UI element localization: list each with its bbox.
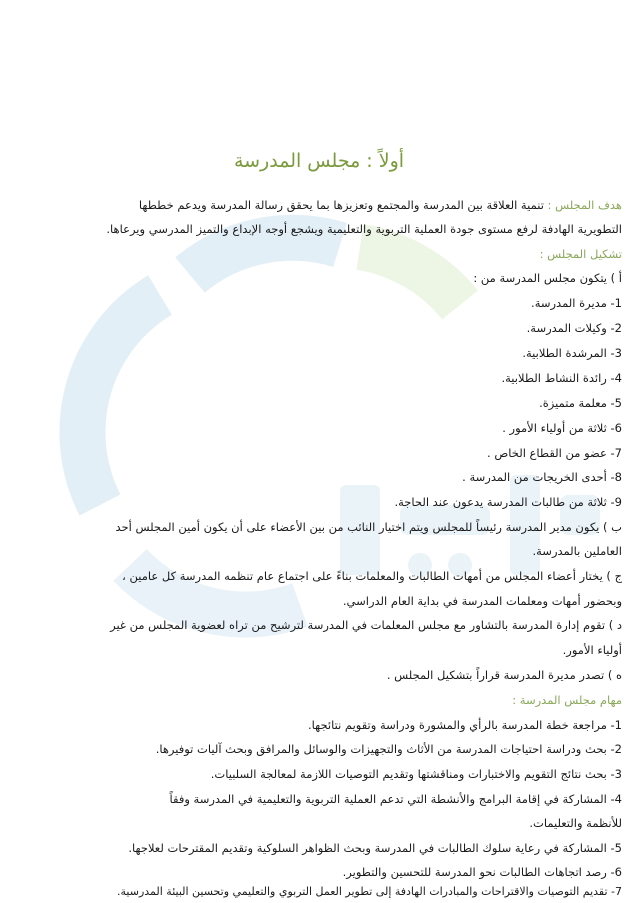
goal-line-1 xyxy=(16,197,622,213)
clause-b-line-2: العاملين بالمدرسة. xyxy=(532,544,622,558)
clause-d-line-2: أولياء الأمور. xyxy=(562,643,622,657)
formation-intro: أ ) يتكون مجلس المدرسة من : xyxy=(473,271,622,285)
member-item: 7- عضو من القطاع الخاص . xyxy=(487,446,622,460)
clause-d-line-1: د ) تقوم إدارة المدرسة بالتشاور مع مجلس المعلمات في المدرسة لترشيح من تراه لعضوية المجلس من غير xyxy=(110,618,622,632)
member-item: 1- مديرة المدرسة. xyxy=(531,296,622,310)
task-item: 4- المشاركة في إقامة البرامج والأنشطة التي تدعم العملية التربوية والتعليمية في المدرسة وفقاً xyxy=(169,792,622,806)
member-item: 8- أحدى الخريجات من المدرسة . xyxy=(462,470,622,484)
clause-e: ه ) تصدر مديرة المدرسة قراراً بتشكيل المجلس . xyxy=(386,668,622,682)
member-item: 6- ثلاثة من أولياء الأمور . xyxy=(502,421,622,435)
task-item: 1- مراجعة خطة المدرسة بالرأي والمشورة ودراسة وتقويم نتائجها. xyxy=(308,718,622,732)
task-item: 2- بحث ودراسة احتياجات المدرسة من الأثاث والتجهيزات والوسائل والمرافق وبحث آليات توفيرها. xyxy=(155,742,622,756)
formation-heading: تشكيل المجلس : xyxy=(539,247,622,261)
clause-c-line-2: وبحضور أمهات ومعلمات المدرسة في بداية العام الدراسي. xyxy=(342,594,622,608)
goal-text-1: تنمية العلاقة بين المدرسة والمجتمع وتعزيزها بما يحقق رسالة المدرسة ويدعم خططها xyxy=(138,198,548,212)
page-title: أولاً : مجلس المدرسة xyxy=(233,150,405,172)
clause-c-line-1: ج ) يختار أعضاء المجلس من أمهات الطالبات والمعلمات بناءً على اجتماع عام تنظمه المدرسة كل عامين ، xyxy=(122,569,622,583)
goal-line-2: التطويرية الهادفة لرفع مستوى جودة العملية التربوية والتعليمية ويشجع أوجه الإبداع والتميز المدرسي ويرعاها. xyxy=(106,222,622,236)
task-item: 3- بحث نتائج التقويم والاختبارات ومناقشتها وتقديم التوصيات اللازمة لمعالجة السلبيات. xyxy=(210,767,622,781)
task-item-continuation: للأنظمة والتعليمات. xyxy=(529,816,622,830)
member-item: 5- معلمة متميزة. xyxy=(539,396,622,410)
task-item: 6- رصد اتجاهات الطالبات نحو المدرسة للتحسين والتطوير. xyxy=(342,865,622,879)
member-item: 3- المرشدة الطلابية. xyxy=(522,346,622,360)
member-item: 9- ثلاثة من طالبات المدرسة يدعون عند الحاجة. xyxy=(394,495,622,509)
task-item: 5- المشاركة في رعاية سلوك الطالبات في المدرسة وبحث الظواهر السلوكية وتقديم المقترحات لعلاجها. xyxy=(128,841,622,855)
tasks-heading: مهام مجلس المدرسة : xyxy=(512,693,622,707)
member-item: 4- رائدة النشاط الطلابية. xyxy=(501,371,622,385)
clause-b-line-1: ب ) يكون مدير المدرسة رئيساً للمجلس ويتم اختيار النائب من بين الأعضاء على أن يكون أمين المجلس أحد xyxy=(115,520,622,534)
goal-label: هدف المجلس : xyxy=(547,198,622,212)
task-item: 7- تقديم التوصيات والاقتراحات والمبادرات الهادفة إلى تطوير العمل التربوي والتعليمي وتحسين البيئة المدرسية. xyxy=(117,885,622,898)
member-item: 2- وكيلات المدرسة. xyxy=(526,321,622,335)
